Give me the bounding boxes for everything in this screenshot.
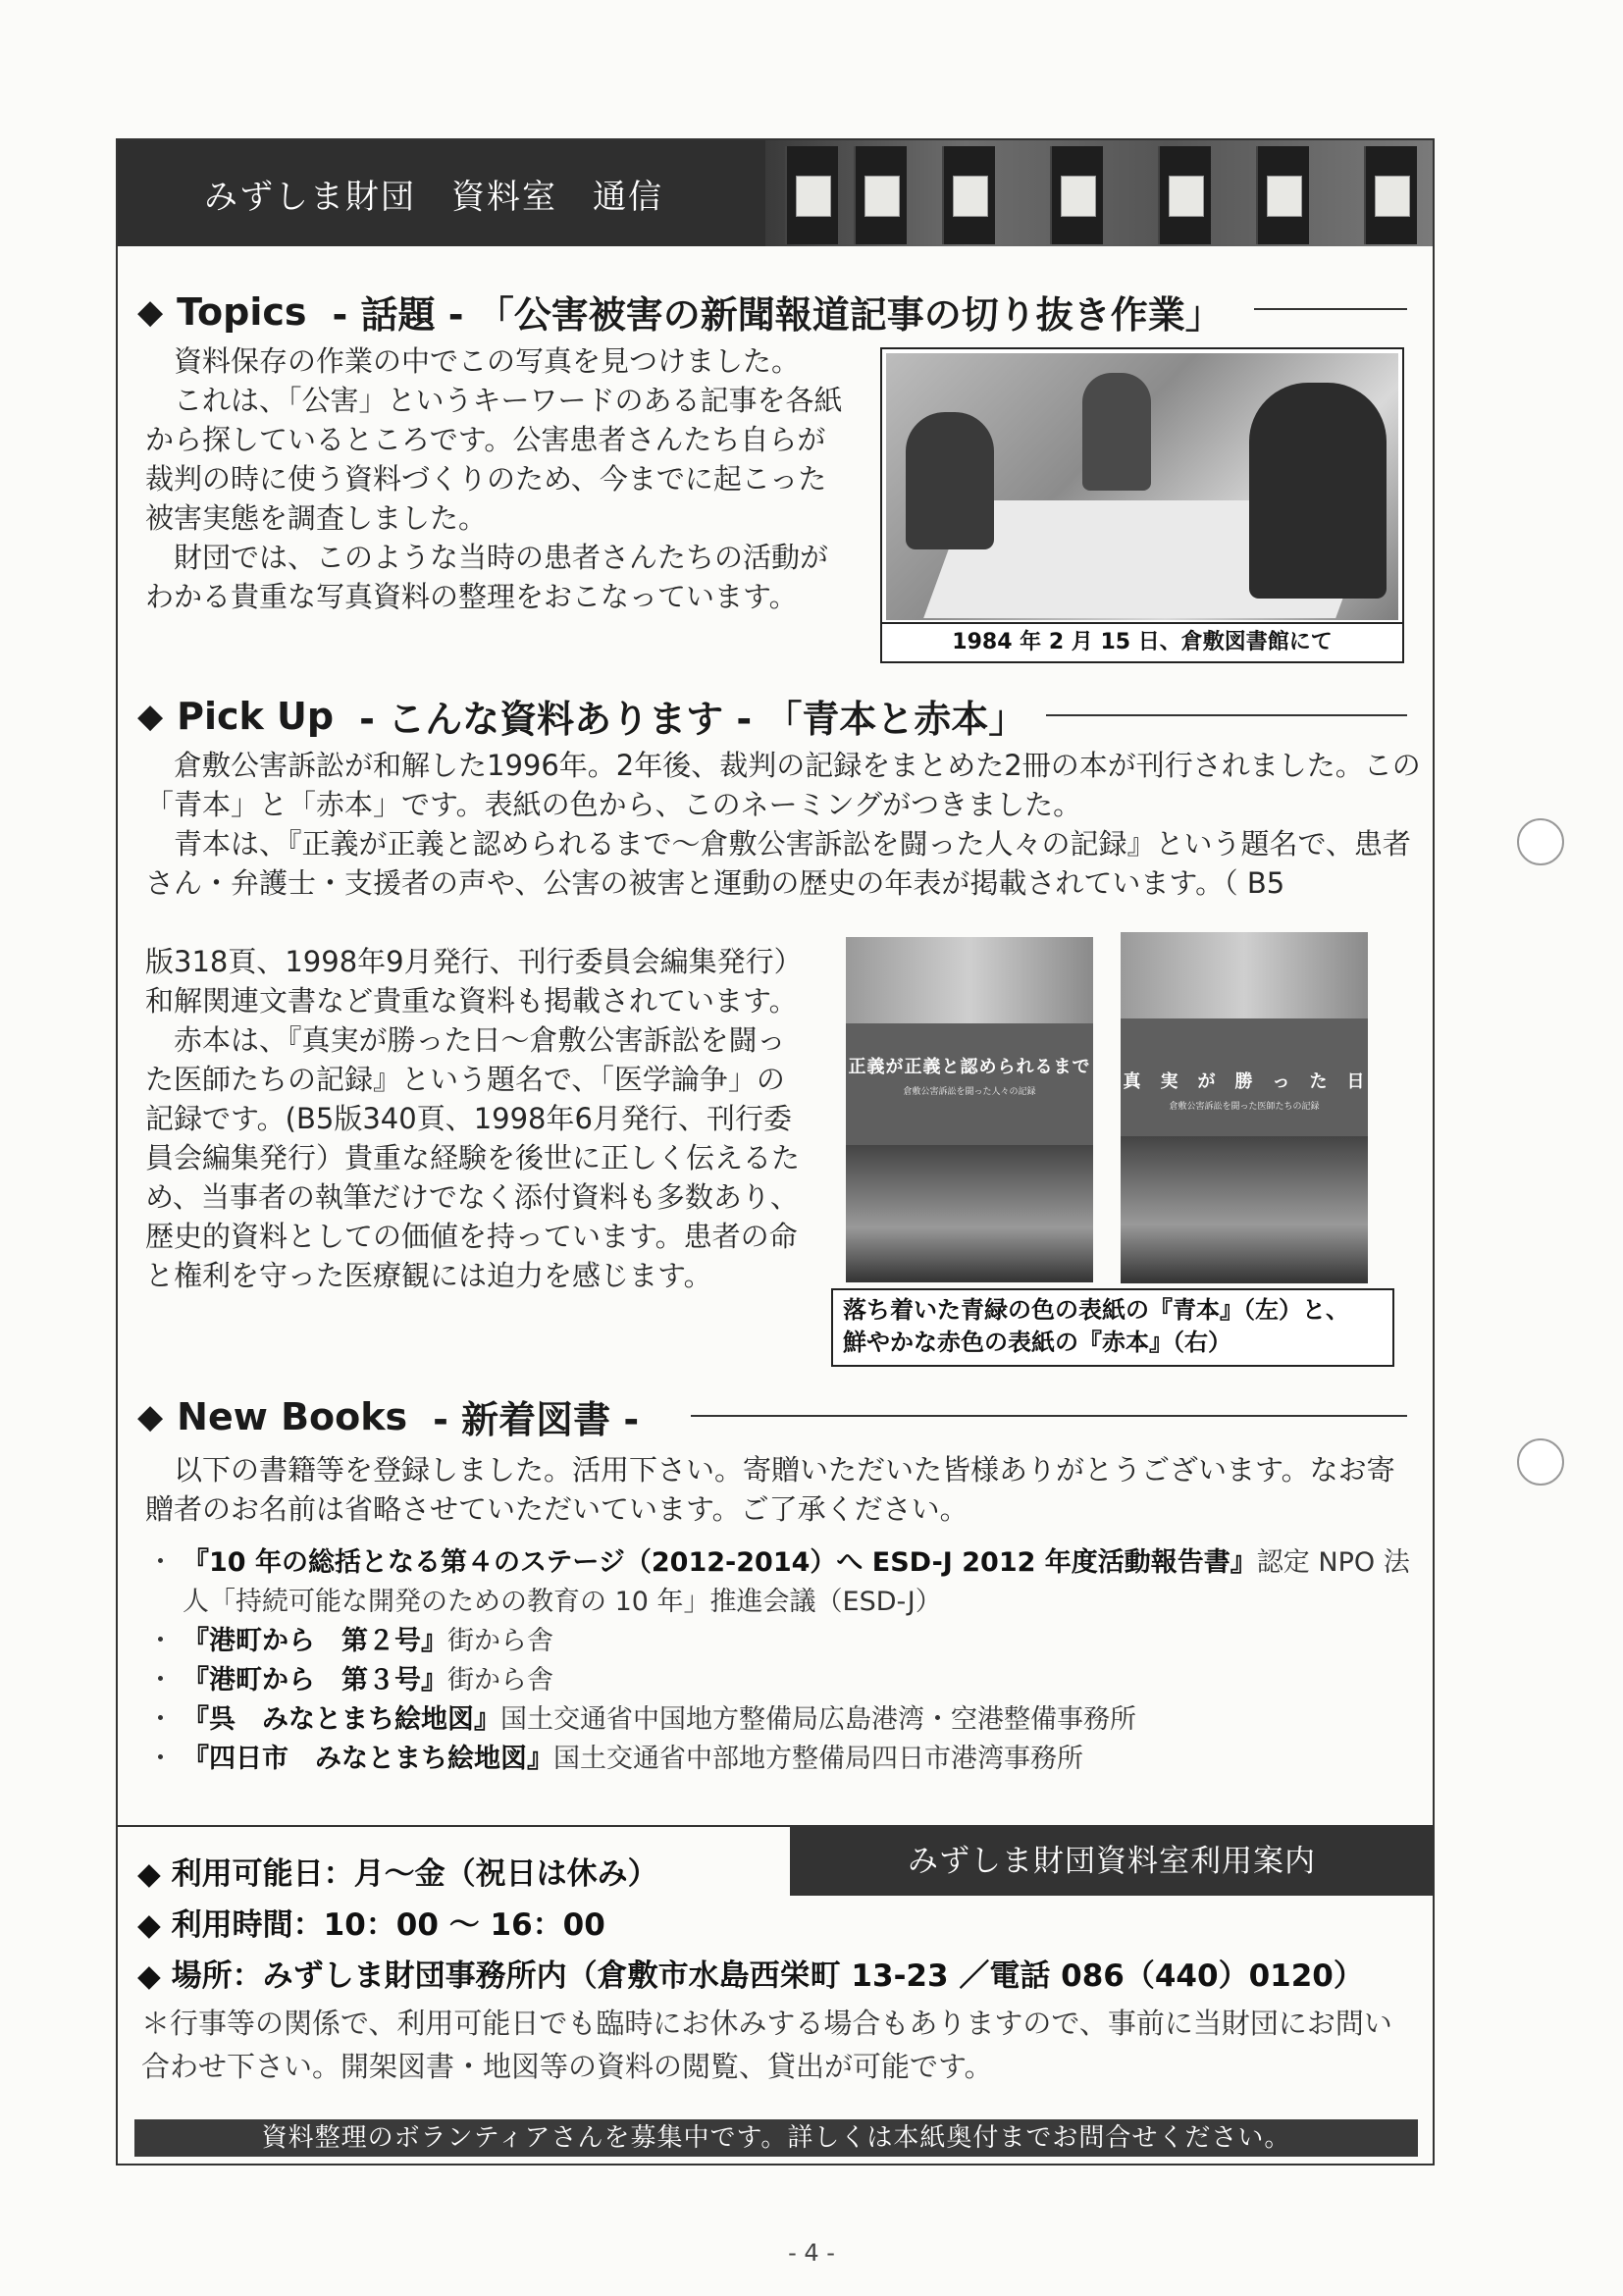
binder [854,146,907,244]
heading-rule [1254,308,1407,310]
binder-hole [1517,818,1564,865]
topics-label: Topics [177,289,307,334]
guide-banner: みずしま財団資料室利用案内 [790,1827,1434,1896]
blue-book-subtitle: 倉敷公害訴訟を闘った人々の記録 [903,1087,1036,1097]
book-publisher: 認定 NPO 法人「持続可能な開発のための教育の 10 年」推進会議（ESD-J） [183,1547,1410,1617]
newbooks-intro [145,1450,1421,1529]
binder [1158,146,1211,244]
newbooks-label: New Books [177,1394,408,1438]
pickup-paragraph: 青本は、『正義が正義と認められるまで〜倉敷公害訴訟を闘った人々の記録』という題名で、患者さん・弁護士・支援者の声や、公害の被害と運動の歴史の年表が掲載されています。（ B5 [145,827,1411,900]
pickup-paragraph: 版318頁、1998年9月発行、刊行委員会編集発行）和解関連文書など貴重な資料も掲載されています。 [145,945,803,1018]
caption-line: 鮮やかな赤色の表紙の『赤本』（右） [843,1329,1231,1356]
topics-paragraph: 財団では、このような当時の患者さんたちの活動がわかる貴重な写真資料の整理をおこなっています。 [145,541,829,613]
pickup-paragraph: 倉敷公害訴訟が和解した1996年。2年後、裁判の記録をまとめた2冊の本が刊行されました。この「青本」と「赤本」です。表紙の色から、このネーミングがつきました。 [145,749,1421,821]
blue-book-cover [846,937,1093,1282]
list-item [147,1740,1423,1779]
book-publisher: 街から舎 [447,1665,553,1696]
list-item [147,1622,1423,1661]
volunteer-banner: 資料整理のボランティアさんを募集中です。詳しくは本紙奥付までお問合せください。 [134,2119,1418,2157]
newsletter-header [118,140,1433,246]
binder [785,146,838,244]
list-item [147,1543,1423,1622]
topics-subtitle: - 話題 - 「公害被害の新聞報道記事の切り抜き作業」 [332,293,1223,337]
newbooks-heading [137,1389,639,1443]
binder [1050,146,1103,244]
red-book-subtitle: 倉敷公害訴訟を闘った医師たちの記録 [1169,1102,1320,1112]
binder [1364,146,1417,244]
book-title: 『10 年の総括となる第４のステージ（2012-2014）へ ESD-J 2012 年度活動報告書』 [183,1547,1257,1578]
newbooks-subtitle: - 新着図書 - [433,1398,640,1441]
topics-text [145,341,852,616]
binder [1256,146,1309,244]
guide-note: ＊行事等の関係で、利用可能日でも臨時にお休みする場合もありますので、事前に当財団にお問い合わせ下さい。開架図書・地図等の資料の閲覧、貸出が可能です。 [141,2007,1392,2083]
book-title: 『呉 みなとまち絵地図』 [183,1704,500,1735]
newbooks-intro-text: 以下の書籍等を登録しました。活用下さい。寄贈いただいた皆様ありがとうございます。なお寄贈者のお名前は省略させていただいています。ご了承ください。 [145,1453,1395,1526]
red-book-title: 真 実 が 勝 っ た 日 [1123,1071,1366,1092]
red-book-cover [1121,932,1368,1283]
topics-heading [137,285,1223,339]
binder-hole [1517,1438,1564,1486]
diamond-icon: ◆ [137,696,164,736]
heading-rule [691,1415,1407,1417]
caption-line: 落ち着いた青緑の色の表紙の『青本』（左）と、 [843,1296,1349,1324]
book-title: 『四日市 みなとまち絵地図』 [183,1744,553,1774]
heading-rule [1046,714,1407,716]
blue-book-title: 正義が正義と認められるまで [848,1057,1091,1077]
pickup-intro [145,746,1421,903]
pickup-left-column [145,942,812,1295]
list-item [147,1661,1423,1700]
newspaper-clipping-photo [886,353,1398,620]
binders-photo [765,140,1433,246]
pickup-subtitle: - こんな資料あります - 「青本と赤本」 [359,698,1026,741]
list-item [147,1700,1423,1740]
pickup-paragraph: 赤本は、『真実が勝った日〜倉敷公害訴訟を闘った医師たちの記録』という題名で、「医学論争」の記録です。(B5版340頁、1998年6月発行、刊行委員会編集発行）貴重な経験を後世に正しく伝えるため、当事者の執筆だけでなく添付資料も多数あり、歴史的資料としての価値を持っています。患者の命と権利を守った医療観には迫力を感じます。 [145,1023,801,1292]
diamond-icon: ◆ [137,291,164,332]
pickup-heading [137,689,1025,743]
new-books-list [147,1543,1423,1779]
book-publisher: 国土交通省中国地方整備局広島港湾・空港整備事務所 [500,1704,1136,1735]
topics-paragraph: これは、「公害」というキーワードのある記事を各紙から探しているところです。公害患者さんたち自らが裁判の時に使う資料づくりのため、今までに起こった被害実態を調査しました。 [145,384,843,535]
binder [942,146,995,244]
photo-caption: 1984 年 2 月 15 日、倉敷図書館にて [882,622,1402,661]
book-publisher: 国土交通省中部地方整備局四日市港湾事務所 [553,1744,1083,1774]
topics-paragraph: 資料保存の作業の中でこの写真を見つけました。 [174,344,801,378]
book-publisher: 街から舎 [447,1626,553,1656]
location-address: ◆ 場所：みずしま財団事務所内（倉敷市水島西栄町 13-23 ／電話 086（440）0120） [137,1958,1364,1994]
book-title: 『港町から 第２号』 [183,1626,447,1656]
header-title: みずしま財団 資料室 通信 [204,178,663,217]
page-number: - 4 - [788,2239,835,2267]
diamond-icon: ◆ [137,1396,164,1436]
topics-photo [880,347,1404,663]
opening-hours: ◆ 利用時間：10：00 〜 16：00 [137,1907,605,1943]
book-title: 『港町から 第３号』 [183,1665,447,1696]
books-caption [831,1288,1394,1367]
available-days: ◆ 利用可能日：月〜金（祝日は休み） [137,1856,658,1892]
pickup-label: Pick Up [177,694,335,738]
